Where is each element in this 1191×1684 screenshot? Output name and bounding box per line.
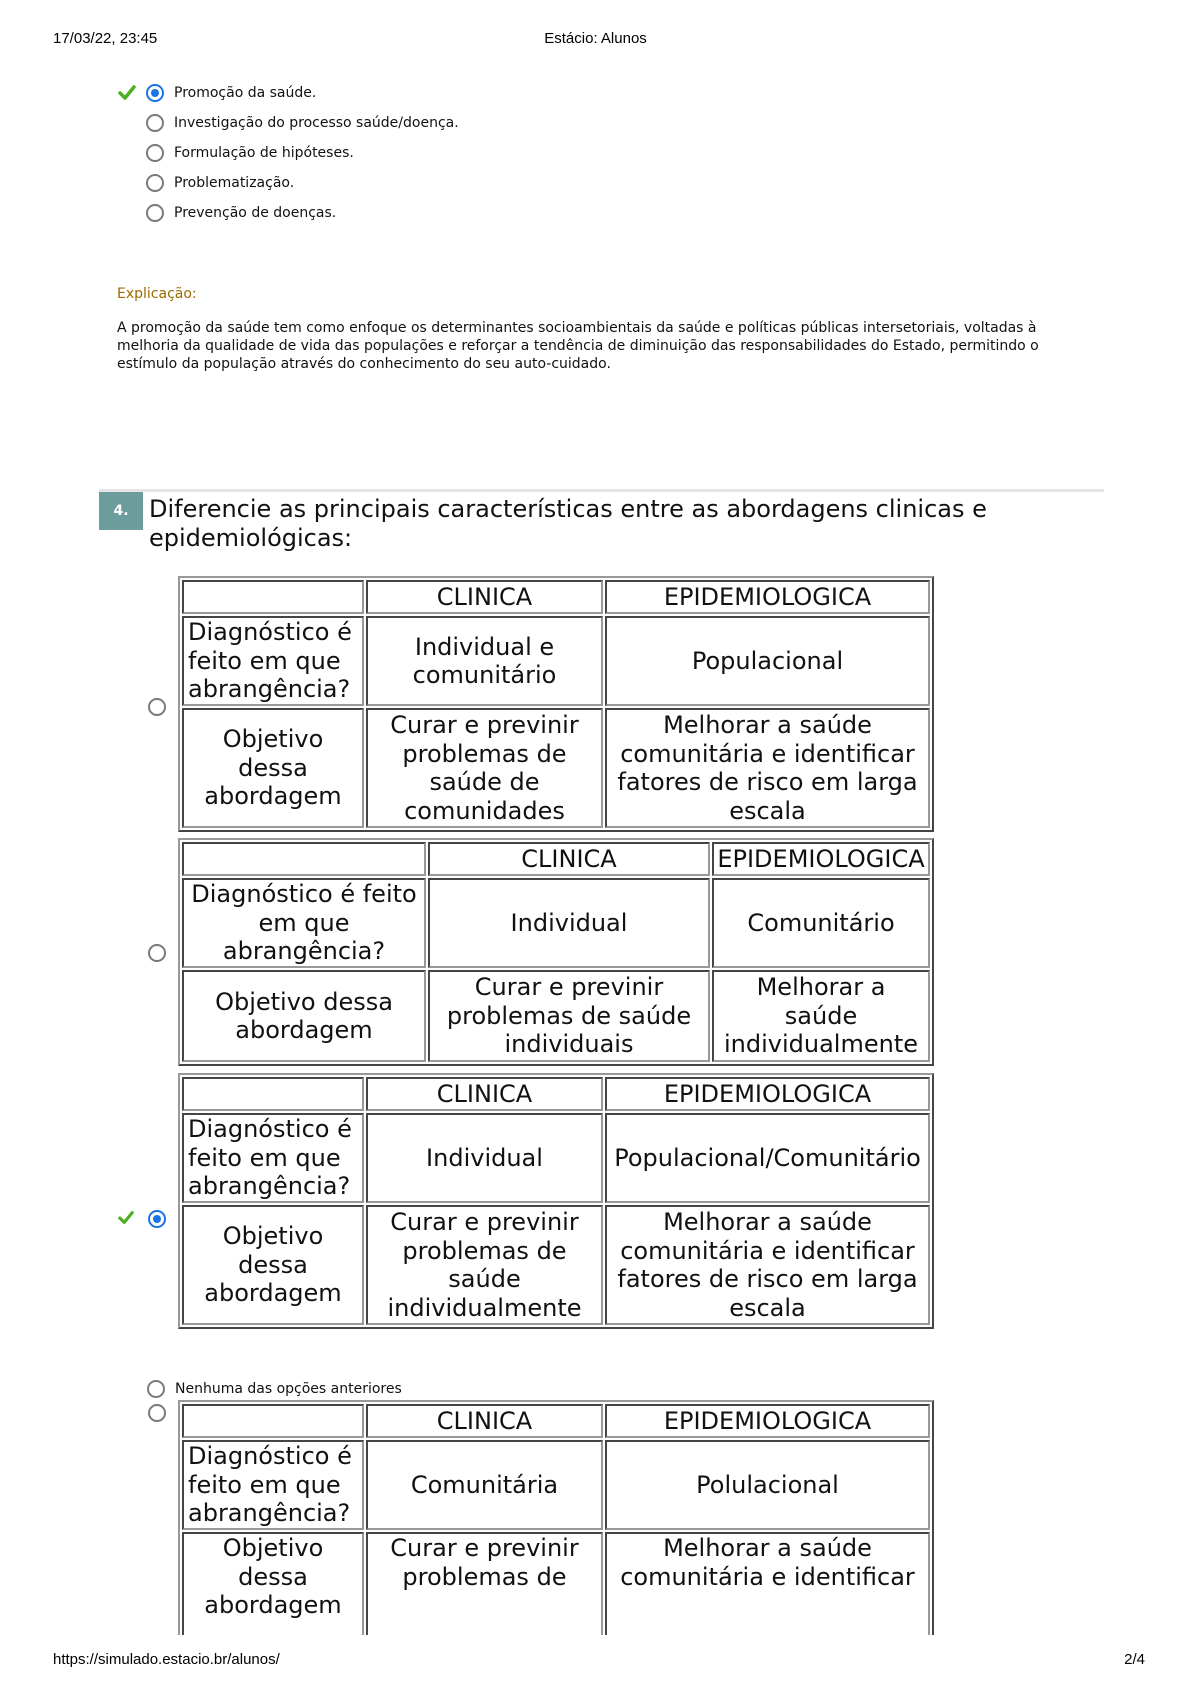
- page-number: 2/4: [1124, 1651, 1145, 1668]
- table-cell: Curar e previnir problemas de saúde individualmente: [366, 1205, 603, 1325]
- q4-option-c-table[interactable]: [178, 1073, 934, 1329]
- q4-option-b-table[interactable]: [178, 838, 934, 1066]
- question-text: Diferencie as principais características entre as abordagens clinicas e epidemiológicas:: [149, 495, 987, 552]
- table-header-cell: EPIDEMIOLOGICA: [605, 580, 930, 614]
- table-cell: Diagnóstico é feito em que abrangência?: [182, 1440, 364, 1530]
- table-cell: Melhorar a saúde individualmente: [712, 970, 930, 1062]
- table-header-cell: CLINICA: [428, 842, 710, 876]
- table-cell: Diagnóstico é feito em que abrangência?: [182, 616, 364, 706]
- table-cell: Populacional: [605, 616, 930, 706]
- q3-option-1[interactable]: [118, 81, 316, 105]
- table-header-cell: CLINICA: [366, 1404, 603, 1438]
- question-number-badge: 4.: [99, 492, 143, 530]
- table-cell: Diagnóstico é feito em que abrangência?: [182, 1113, 364, 1203]
- table-header-cell: CLINICA: [366, 1077, 603, 1111]
- q4-option-e-radio[interactable]: [148, 1404, 166, 1422]
- q3-option-5[interactable]: [118, 201, 336, 225]
- table-cell: Comunitária: [366, 1440, 603, 1530]
- table-cell: Comunitário: [712, 878, 930, 968]
- radio-unselected[interactable]: [146, 144, 164, 162]
- table-cell: Individual e comunitário: [366, 616, 603, 706]
- table-cell: Objetivo dessa abordagem: [182, 1532, 364, 1635]
- table-header-cell: EPIDEMIOLOGICA: [605, 1404, 930, 1438]
- option-label: Investigação do processo saúde/doença.: [174, 115, 459, 131]
- option-label: Prevenção de doenças.: [174, 205, 337, 221]
- explanation-title: Explicação:: [117, 286, 197, 302]
- table-header-cell: EPIDEMIOLOGICA: [605, 1077, 930, 1111]
- radio-unselected[interactable]: [146, 114, 164, 132]
- q4-option-d[interactable]: [147, 1377, 402, 1401]
- table-cell: Curar e previnir problemas de saúde individuais: [428, 970, 710, 1062]
- q4-option-a-table[interactable]: [178, 576, 934, 832]
- table-cell: Populacional/Comunitário: [605, 1113, 930, 1203]
- explanation-text: A promoção da saúde tem como enfoque os determinantes socioambientais da saúde e políticas públicas intersetoriais, voltadas à melhoria da qualidade de vida das populações e reforçar a tendência de diminuição das responsabilidades do Estado, permitindo o estímulo da população através do conhecimento do seu auto-cuidado.: [117, 320, 1039, 372]
- q3-option-3[interactable]: [118, 141, 354, 165]
- print-datetime: 17/03/22, 23:45: [53, 30, 158, 47]
- q3-option-4[interactable]: [118, 171, 294, 195]
- radio-unselected[interactable]: [146, 174, 164, 192]
- correct-check-icon: [118, 84, 136, 102]
- table-cell: Individual: [366, 1113, 603, 1203]
- table-cell: Individual: [428, 878, 710, 968]
- table-cell: Diagnóstico é feito em que abrangência?: [182, 878, 426, 968]
- q4-option-e-table[interactable]: [178, 1400, 934, 1635]
- table-cell: Melhorar a saúde comunitária e identificar fatores de risco em larga escala: [605, 1205, 930, 1325]
- table-header-cell: [182, 580, 364, 614]
- page-url: https://simulado.estacio.br/alunos/: [53, 1651, 280, 1668]
- option-label: Nenhuma das opções anteriores: [175, 1381, 402, 1397]
- table-cell: Curar e previnir problemas de: [366, 1532, 603, 1635]
- correct-check-icon: [118, 1210, 134, 1226]
- option-label: Formulação de hipóteses.: [174, 145, 354, 161]
- option-label: Promoção da saúde.: [174, 85, 317, 101]
- q3-option-2[interactable]: [118, 111, 459, 135]
- radio-selected[interactable]: [146, 84, 164, 102]
- q4-option-b-radio[interactable]: [148, 944, 166, 962]
- table-cell: Objetivo dessa abordagem: [182, 970, 426, 1062]
- table-cell: Curar e previnir problemas de saúde de comunidades: [366, 708, 603, 828]
- table-header-cell: EPIDEMIOLOGICA: [712, 842, 930, 876]
- table-cell: Melhorar a saúde comunitária e identificar fatores de risco em larga escala: [605, 708, 930, 828]
- table-cell: Objetivo dessa abordagem: [182, 708, 364, 828]
- radio-unselected[interactable]: [147, 1380, 165, 1398]
- q4-option-c-radio[interactable]: [148, 1210, 166, 1228]
- table-header-cell: [182, 1077, 364, 1111]
- radio-unselected[interactable]: [146, 204, 164, 222]
- option-label: Problematização.: [174, 175, 295, 191]
- table-cell: Polulacional: [605, 1440, 930, 1530]
- q4-option-a-radio[interactable]: [148, 698, 166, 716]
- table-header-cell: [182, 1404, 364, 1438]
- question-divider: [99, 489, 1104, 492]
- table-cell: Melhorar a saúde comunitária e identificar: [605, 1532, 930, 1635]
- table-header-cell: CLINICA: [366, 580, 603, 614]
- page-title: Estácio: Alunos: [544, 30, 647, 47]
- table-header-cell: [182, 842, 426, 876]
- table-cell: Objetivo dessa abordagem: [182, 1205, 364, 1325]
